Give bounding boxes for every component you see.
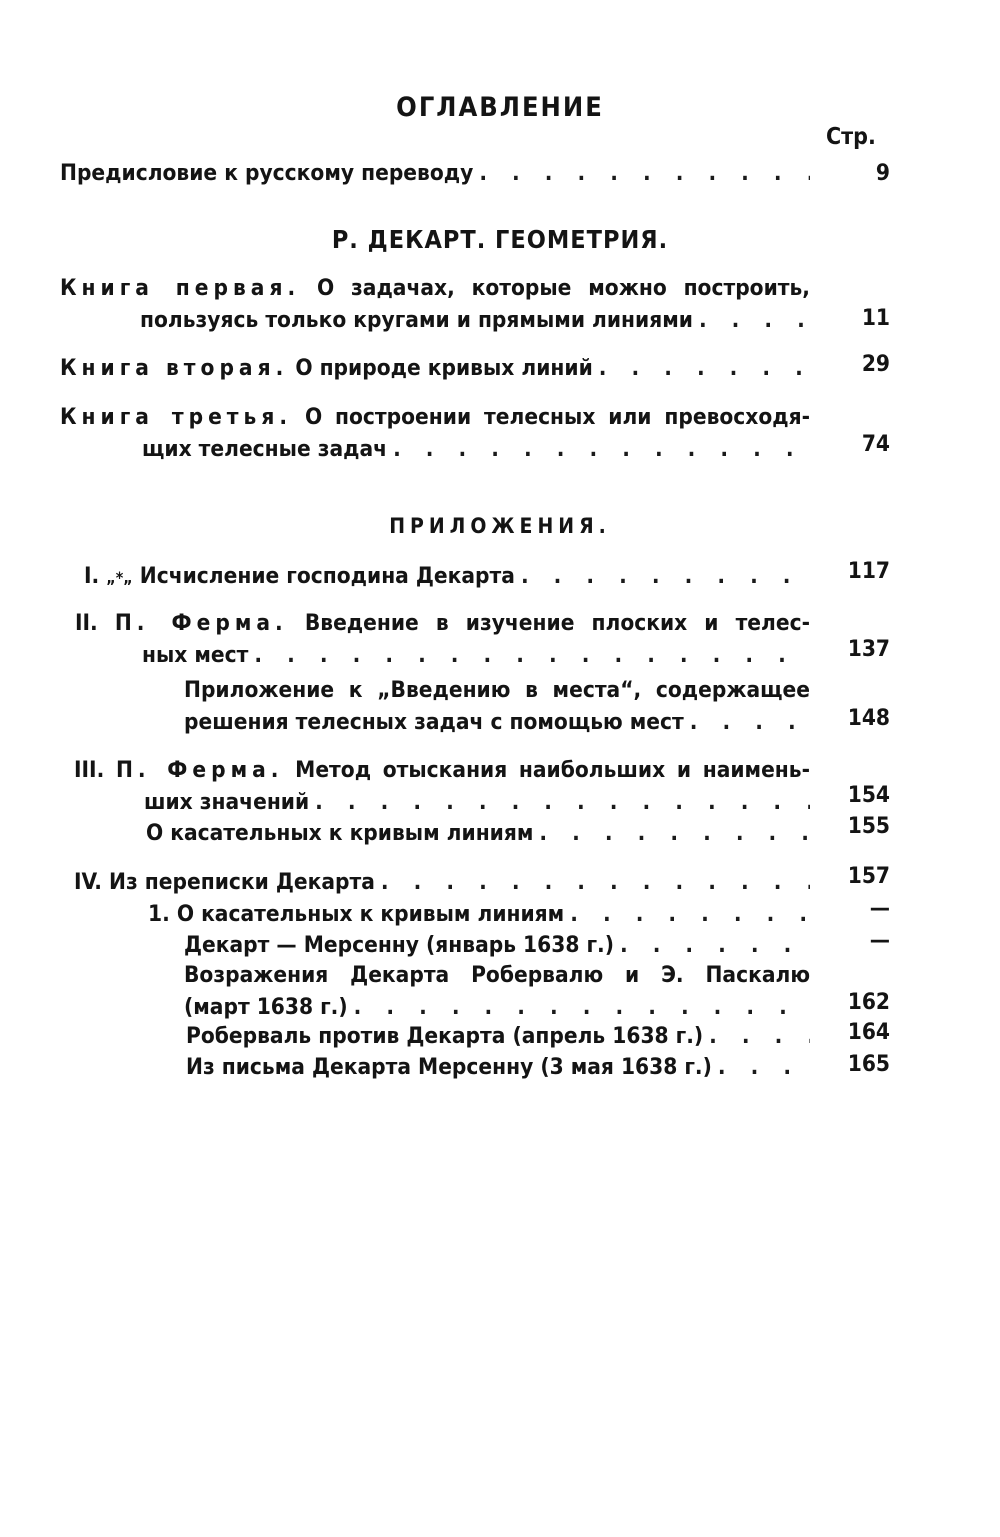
dot-leader [570, 898, 810, 930]
page-dash: — [869, 927, 890, 953]
toc-entry-objections-roberval-pascal[interactable] [60, 959, 810, 1023]
entry-title-cont: ных мест [142, 642, 249, 668]
author-name: П. Ферма. [115, 757, 284, 783]
dot-leader [393, 433, 810, 465]
toc-entry-appendix-3[interactable] [60, 754, 810, 818]
toc-title: ОГЛАВЛЕНИЕ [396, 92, 604, 123]
page-number: 74 [861, 431, 890, 457]
entry-title: О построении телесных или превосходя- [304, 404, 811, 430]
toc-entry-appendix-2[interactable] [60, 607, 810, 671]
dot-leader [620, 929, 810, 961]
dot-leader [599, 352, 810, 384]
toc-entry-appendix-1[interactable] [60, 560, 810, 592]
entry-title: Приложение к „Введению в места“, содержащее [184, 677, 810, 703]
page-number: 164 [847, 1019, 890, 1045]
entry-title-cont: (март 1638 г.) [184, 994, 348, 1020]
page-number: 137 [847, 636, 890, 662]
book-label: Книга первая. [60, 275, 301, 301]
dot-leader [690, 706, 810, 738]
book-label: Книга третья. [60, 404, 293, 430]
page-number: 155 [847, 813, 890, 839]
toc-entry-book1[interactable] [60, 272, 810, 336]
dot-leader [709, 1020, 810, 1052]
page-dash: — [869, 895, 890, 921]
author-name: П. Ферма. [114, 610, 288, 636]
toc-entry-letter-mersenne-may[interactable] [60, 1051, 810, 1083]
toc-entry-book2[interactable] [60, 352, 810, 384]
page-column-label: Стр. [826, 124, 876, 150]
entry-title: О задачах, которые можно построить, [317, 275, 811, 301]
entry-title-cont: пользуясь только кругами и прямыми линиями [140, 307, 693, 333]
dot-leader [381, 866, 810, 898]
appendix-number: III. [74, 757, 105, 783]
appendix-number: I. [84, 563, 100, 589]
toc-entry-appendix-4-1[interactable] [60, 898, 810, 930]
page-number: 9 [875, 160, 890, 186]
dot-leader [699, 304, 810, 336]
entry-title-cont: решения телесных задач с помощью мест [184, 709, 684, 735]
entry-title: 1. О касательных к кривым линиям [148, 901, 565, 927]
entry-title: О природе кривых линий [295, 355, 593, 381]
dot-leader [718, 1051, 810, 1083]
dot-leader [315, 786, 810, 818]
section-heading-appendices: ПРИЛОЖЕНИЯ. [389, 514, 611, 538]
page-number: 29 [861, 351, 890, 377]
entry-title: Возражения Декарта Робервалю и Э. Паскалю [184, 962, 810, 988]
page-number: 154 [847, 782, 890, 808]
appendix-number: IV. [74, 869, 102, 895]
entry-title: О касательных к кривым линиям [146, 820, 534, 846]
toc-entry-letter-mersenne-jan[interactable] [60, 929, 810, 961]
page-number: 165 [847, 1051, 890, 1077]
anonymous-author-mark: „*„ [106, 568, 133, 587]
entry-title: Введение в изучение плоских и телес- [304, 610, 811, 636]
dot-leader [354, 991, 810, 1023]
toc-entry-preface[interactable] [60, 157, 810, 189]
toc-entry-roberval-vs-descartes[interactable] [60, 1020, 810, 1052]
toc-entry-appendix-3-sub[interactable] [60, 817, 810, 849]
dot-leader [479, 157, 810, 189]
page-number: 162 [847, 989, 890, 1015]
toc-entry-appendix-2-sub[interactable] [60, 674, 810, 738]
entry-title: Из письма Декарта Мерсенну (3 мая 1638 г.) [186, 1054, 712, 1080]
entry-title: Исчисление господина Декарта [139, 563, 515, 589]
appendix-number: II. [75, 610, 98, 636]
page-number: 157 [847, 863, 890, 889]
entry-title-cont: ших значений [144, 789, 310, 815]
page-number: 148 [847, 705, 890, 731]
book-label: Книга вторая. [60, 355, 289, 381]
entry-title: Декарт — Мерсенну (январь 1638 г.) [184, 932, 614, 958]
dot-leader [521, 560, 810, 592]
entry-title: Предисловие к русскому переводу [60, 160, 474, 186]
entry-title: Из переписки Декарта [109, 869, 375, 895]
entry-title: Роберваль против Декарта (апрель 1638 г.) [186, 1023, 704, 1049]
entry-title-cont: щих телесные задач [142, 436, 388, 462]
toc-entry-book3[interactable] [60, 401, 810, 465]
toc-entry-appendix-4[interactable] [60, 866, 810, 898]
page-number: 11 [861, 305, 890, 331]
dot-leader [254, 639, 810, 671]
section-heading-geometry: Р. ДЕКАРТ. ГЕОМЕТРИЯ. [331, 225, 669, 254]
entry-title: Метод отыскания наибольших и наимень- [295, 757, 810, 783]
page-number: 117 [847, 558, 890, 584]
dot-leader [539, 817, 810, 849]
